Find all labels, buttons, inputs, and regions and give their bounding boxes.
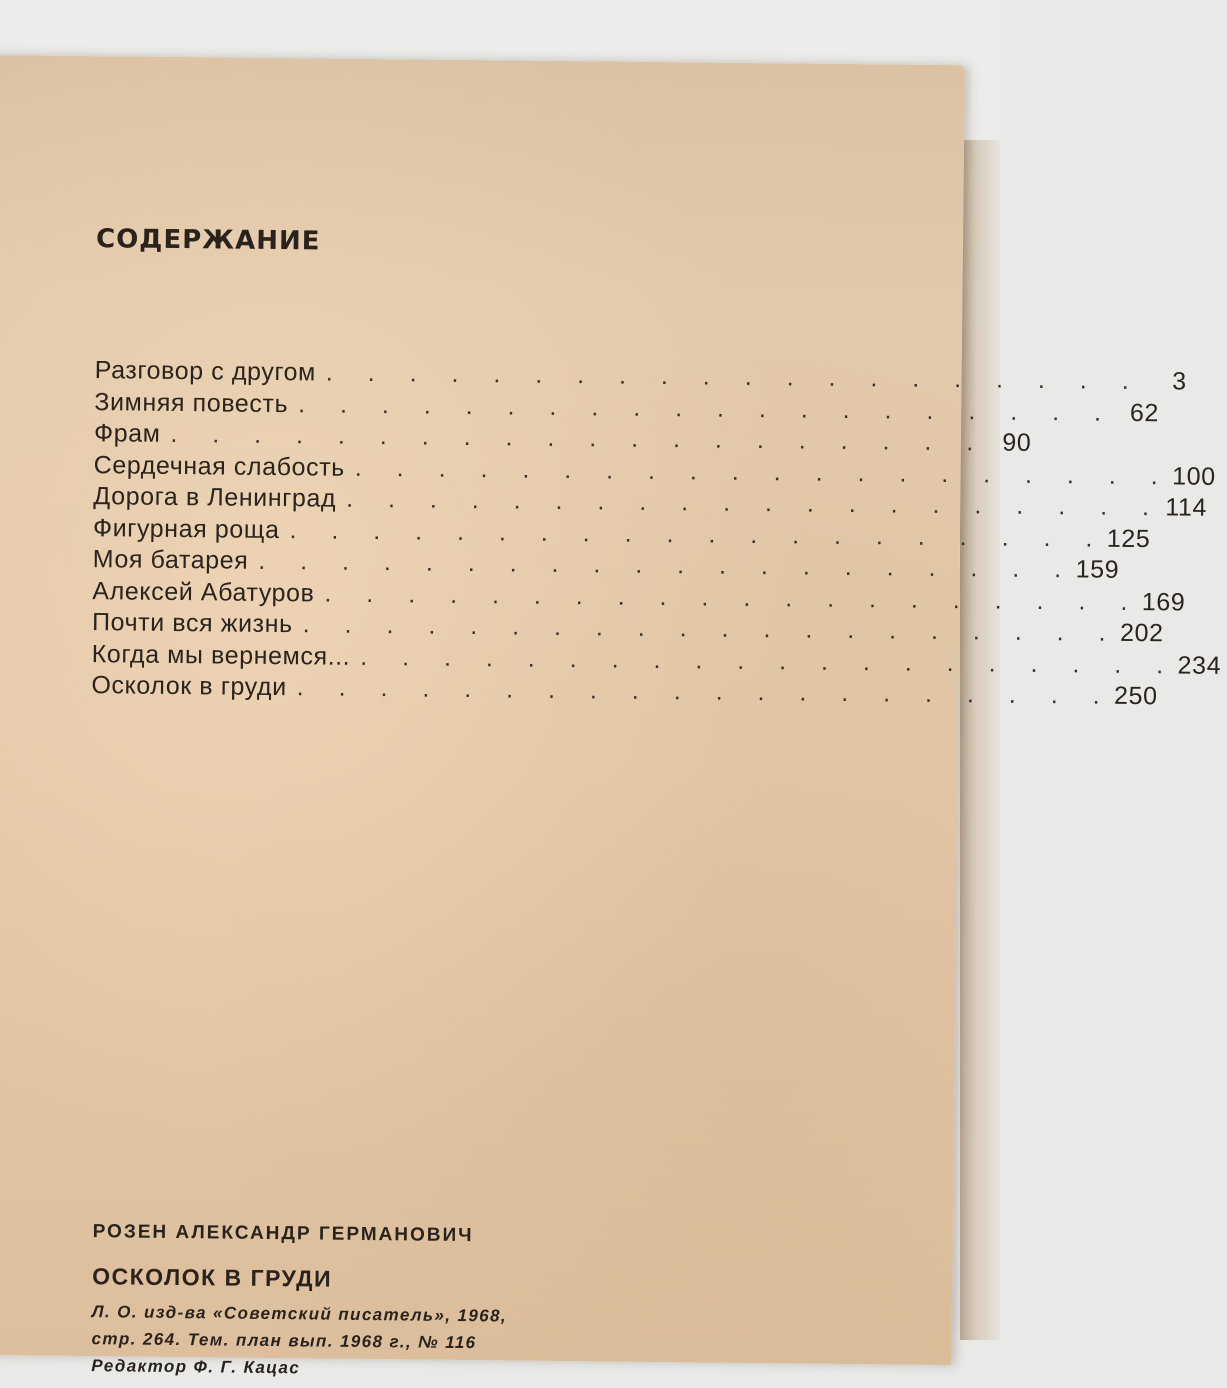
toc-entry-title: Зимняя повесть <box>94 387 289 418</box>
toc-leader-dots: . . . . . . . . . . . . . . . . . . . . <box>324 579 1142 616</box>
toc-leader-dots: . . . . . . . . . . . . . . . . . . . . <box>354 453 1172 490</box>
toc-leader-dots: . . . . . . . . . . . . . . . . . . . . <box>346 484 1164 522</box>
imprint-block <box>91 1221 508 1380</box>
toc-leader-dots: . . . . . . . . . . . . . . . . . . . . <box>360 642 1178 679</box>
toc-entry-page: 3 <box>1172 367 1187 396</box>
toc-leader-dots: . . . . . . . . . . . . . . . . . . . . <box>170 419 988 457</box>
toc-leader-dots: . . . . . . . . . . . . . . . . . . . . <box>289 515 1107 553</box>
toc-entry-title: Моя батарея <box>92 545 249 575</box>
toc-entry-title: Дорога в Ленинград <box>93 482 337 513</box>
book-title: ОСКОЛОК В ГРУДИ <box>92 1263 333 1292</box>
imprint-line: Л. О. изд-ва «Советский писатель», 1968, <box>91 1302 508 1326</box>
toc-entry-page: 169 <box>1141 587 1186 617</box>
imprint-line: стр. 264. Тем. план вып. 1968 г., № 116 <box>91 1329 477 1353</box>
toc-entry-title: Осколок в груди <box>91 671 287 702</box>
toc-entry-page: 159 <box>1075 555 1120 584</box>
toc-entry-page: 90 <box>1002 428 1032 457</box>
author-name: РОЗЕН АЛЕКСАНДР ГЕРМАНОВИЧ <box>92 1221 474 1247</box>
toc-entry-page: 250 <box>1113 681 1158 711</box>
contents-heading: СОДЕРЖАНИЕ <box>95 224 321 257</box>
toc-entry-page: 100 <box>1172 461 1216 491</box>
toc-leader-dots: . . . . . . . . . . . . . . . . . . . . <box>302 610 1120 647</box>
page-edge <box>960 140 1000 1340</box>
imprint-line: Редактор Ф. Г. Кацас <box>91 1356 301 1378</box>
toc-entry-title: Почти вся жизнь <box>91 608 293 639</box>
toc-entry-title: Разговор с другом <box>94 356 317 387</box>
toc-entry-page: 234 <box>1177 650 1222 680</box>
toc-entry-title: Фрам <box>93 419 161 448</box>
toc-leader-dots: . . . . . . . . . . . . . . . . . . . . <box>258 546 1076 584</box>
toc-entry-page: 125 <box>1106 524 1151 553</box>
toc-entry-page: 202 <box>1119 618 1164 648</box>
toc-entry-title: Алексей Абатуров <box>92 576 315 607</box>
toc-leader-dots: . . . . . . . . . . . . . . . . . . . . <box>296 673 1114 710</box>
toc-entry-title: Сердечная слабость <box>93 450 346 482</box>
toc-entry-title: Когда мы вернемся... <box>91 639 351 671</box>
book-page <box>0 55 1222 1378</box>
table-of-contents <box>91 356 1222 711</box>
toc-entry <box>91 671 1158 711</box>
toc-entry-title: Фигурная роща <box>92 513 280 544</box>
toc-leader-dots: . . . . . . . . . . . . . . . . . . . . <box>325 358 1143 396</box>
toc-leader-dots: . . . . . . . . . . . . . . . . . . . . <box>298 389 1116 427</box>
toc-entry-page: 114 <box>1165 493 1208 522</box>
toc-entry-page: 62 <box>1129 398 1160 427</box>
